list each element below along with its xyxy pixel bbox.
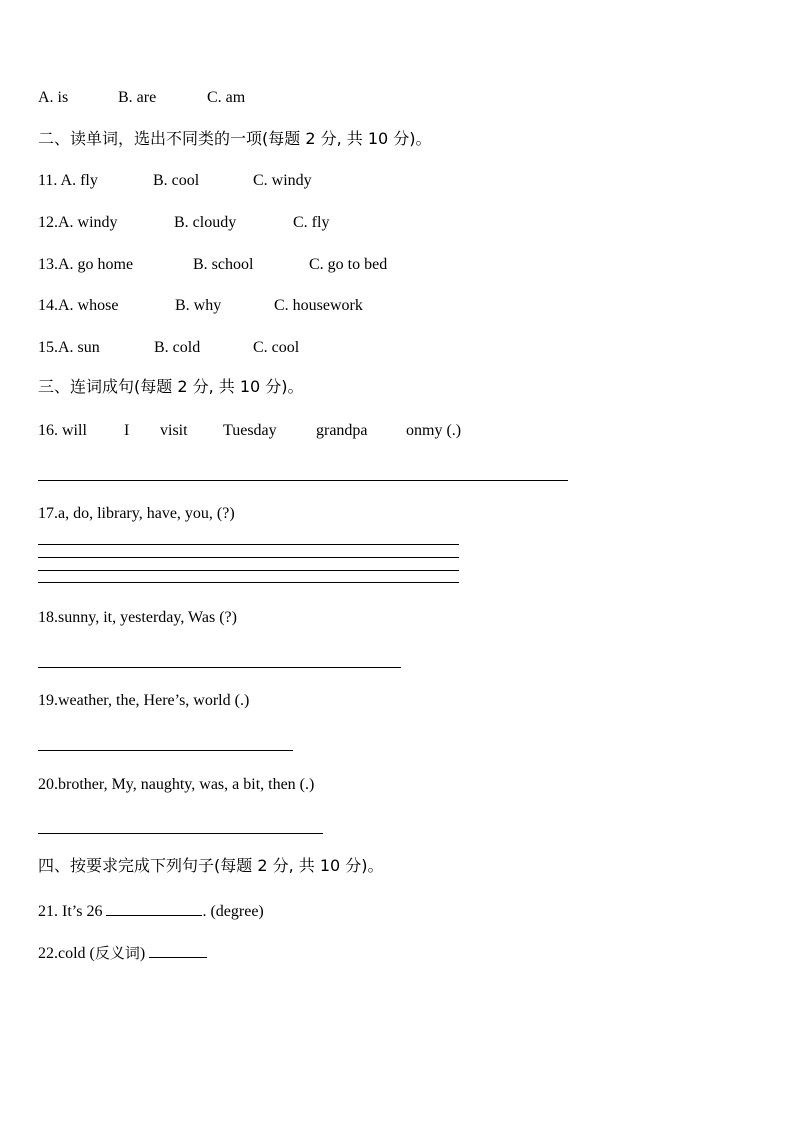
option-b: B. are bbox=[118, 89, 157, 106]
q17-answer-line[interactable] bbox=[38, 570, 459, 571]
q18-answer-line[interactable] bbox=[38, 667, 401, 668]
q16-word: 16. will bbox=[38, 422, 87, 439]
q16-word: grandpa bbox=[316, 422, 368, 439]
option-a: A. is bbox=[38, 89, 69, 106]
q22-blank[interactable] bbox=[149, 941, 207, 958]
q16-answer-line[interactable] bbox=[38, 480, 568, 481]
q17-prompt: 17.a, do, library, have, you, (?) bbox=[38, 505, 235, 522]
section2-heading: 二、读单词，选出不同类的一项(每题 2 分, 共 10 分)。 bbox=[38, 129, 432, 148]
q16-word: visit bbox=[160, 422, 188, 439]
q22-prefix: 22.cold ( bbox=[38, 945, 95, 962]
q13-b: B. school bbox=[193, 256, 254, 273]
q17-answer-line[interactable] bbox=[38, 582, 459, 583]
q21-line bbox=[38, 899, 264, 922]
q11-c: C. windy bbox=[253, 172, 312, 189]
q16-word: Tuesday bbox=[223, 422, 277, 439]
q22-cn: 反义词 bbox=[94, 944, 140, 962]
q13-a: 13.A. go home bbox=[38, 256, 134, 273]
q14-c: C. housework bbox=[274, 297, 363, 314]
q19-answer-line[interactable] bbox=[38, 750, 293, 751]
q18-prompt: 18.sunny, it, yesterday, Was (?) bbox=[38, 609, 237, 626]
q12-b: B. cloudy bbox=[174, 214, 237, 231]
q15-b: B. cold bbox=[154, 339, 201, 356]
q17-answer-line[interactable] bbox=[38, 544, 459, 545]
q11-a: 11. A. fly bbox=[38, 172, 98, 189]
q17-answer-line[interactable] bbox=[38, 557, 459, 558]
q21-suffix: . (degree) bbox=[202, 903, 264, 920]
option-c: C. am bbox=[207, 89, 246, 106]
q12-c: C. fly bbox=[293, 214, 330, 231]
q19-prompt: 19.weather, the, Here’s, world (.) bbox=[38, 692, 250, 709]
q21-blank[interactable] bbox=[106, 899, 202, 916]
q15-c: C. cool bbox=[253, 339, 300, 356]
section3-heading: 三、连词成句(每题 2 分, 共 10 分)。 bbox=[38, 377, 304, 396]
q22-suffix: ) bbox=[139, 945, 146, 962]
q11-b: B. cool bbox=[153, 172, 200, 189]
q12-a: 12.A. windy bbox=[38, 214, 118, 231]
q22-line bbox=[38, 941, 207, 964]
q20-prompt: 20.brother, My, naughty, was, a bit, then (.) bbox=[38, 776, 315, 793]
q14-b: B. why bbox=[175, 297, 222, 314]
q20-answer-line[interactable] bbox=[38, 833, 323, 834]
q15-a: 15.A. sun bbox=[38, 339, 100, 356]
q14-a: 14.A. whose bbox=[38, 297, 119, 314]
q16-word: onmy (.) bbox=[406, 422, 462, 439]
q16-word: I bbox=[124, 422, 130, 439]
q21-prefix: 21. It’s 26 bbox=[38, 903, 103, 920]
q13-c: C. go to bed bbox=[309, 256, 388, 273]
section4-heading: 四、按要求完成下列句子(每题 2 分, 共 10 分)。 bbox=[38, 856, 384, 875]
